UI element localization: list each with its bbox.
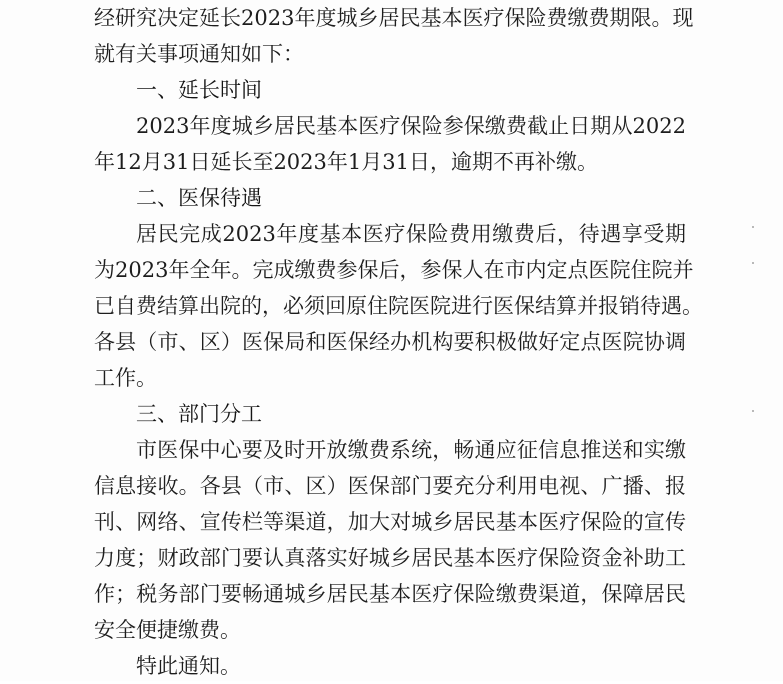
paragraph-division-line-2: 信息接收。各县（市、区）医保部门要充分利用电视、广播、报: [94, 474, 686, 498]
closing-line: 特此通知。: [136, 654, 241, 678]
paragraph-benefits-line-4: 各县（市、区）医保局和医保经办机构要积极做好定点医院协调: [94, 330, 686, 354]
paragraph-benefits-line-1: 居民完成2023年度基本医疗保险费用缴费后，待遇享受期: [136, 222, 686, 246]
paragraph-division-line-5: 作；税务部门要畅通城乡居民基本医疗保险缴费渠道，保障居民: [94, 582, 686, 606]
paragraph-extension-line-1: 2023年度城乡居民基本医疗保险参保缴费截止日期从2022: [136, 114, 686, 138]
paragraph-benefits-line-3: 已自费结算出院的，必须回原住院医院进行医保结算并报销待遇。: [94, 294, 703, 318]
paragraph-benefits-line-2: 为2023年全年。完成缴费参保后，参保人在市内定点医院住院并: [94, 258, 694, 282]
paragraph-benefits-line-5: 工作。: [94, 366, 157, 390]
paragraph-division-line-4: 力度；财政部门要认真落实好城乡居民基本医疗保险资金补助工: [94, 546, 686, 570]
paragraph-division-line-6: 安全便捷缴费。: [94, 618, 241, 642]
paragraph-division-line-1: 市医保中心要及时开放缴费系统，畅通应征信息推送和实缴: [136, 438, 686, 462]
section-heading-extension: 一、延长时间: [136, 78, 262, 102]
scan-speck: [752, 226, 754, 228]
section-heading-benefits: 二、医保待遇: [136, 186, 262, 210]
paragraph-intro-line-1: 经研究决定延长2023年度城乡居民基本医疗保险费缴费期限。现: [94, 6, 694, 30]
section-heading-division: 三、部门分工: [136, 402, 262, 426]
scan-speck: [752, 410, 754, 412]
scan-speck: [752, 262, 754, 264]
paragraph-intro-line-2: 就有关事项通知如下：: [94, 42, 304, 66]
paragraph-extension-line-2: 年12月31日延长至2023年1月31日，逾期不再补缴。: [94, 150, 598, 174]
paragraph-division-line-3: 刊、网络、宣传栏等渠道，加大对城乡居民基本医疗保险的宣传: [94, 510, 686, 534]
